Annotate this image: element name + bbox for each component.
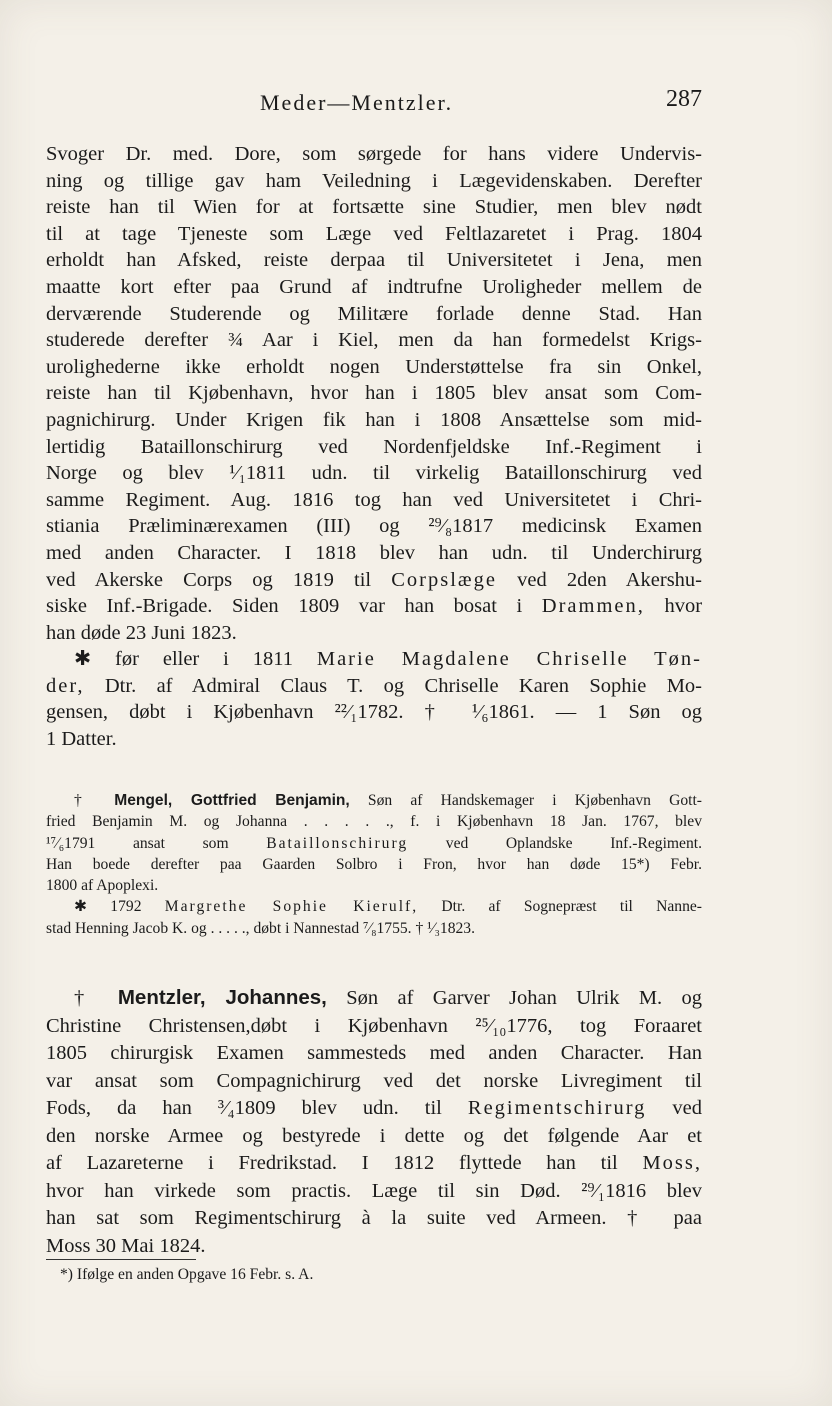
entry-heading-line: † Mentzler, Johannes, Søn af Garver Johan Ulrik M. og bbox=[74, 986, 703, 1009]
spaced-term: Regimentschirurg bbox=[467, 1097, 647, 1119]
entry-mentzler bbox=[46, 984, 702, 1260]
text-line: siske Inf.-Brigade. Siden 1809 var han bosat i Drammen, hvor bbox=[46, 595, 703, 618]
text-line: reiste han til Kjøbenhavn, hvor han i 1805 blev ansat som Com- bbox=[46, 382, 702, 405]
text-line: erholdt han Afsked, reiste derpaa til Universitetet i Jena, men bbox=[46, 249, 702, 272]
spaced-place: Drammen, bbox=[541, 595, 645, 618]
text-line: af Lazareterne i Fredrikstad. I 1812 flyttede han til Moss, bbox=[46, 1152, 702, 1174]
text-line: Fods, da han ³⁄₄1809 blev udn. til Regimentschirurg ved bbox=[46, 1097, 703, 1119]
text-line: lertidig Bataillonschirurg ved Nordenfjeldske Inf.-Regiment i bbox=[46, 435, 702, 458]
text-line: urolighederne ikke erholdt nogen Understøttelse fra sin Onkel, bbox=[46, 355, 702, 378]
text-line: stad Henning Jacob K. og . . . . ., døbt i Nannestad ⁷⁄₈1755. † ¹⁄₃1823. bbox=[46, 919, 475, 937]
text-line: hvor han virkede som practis. Læge til sin Død. ²⁹⁄₁1816 blev bbox=[46, 1179, 702, 1202]
entry-meder-continued bbox=[46, 141, 702, 753]
spaced-term: Corpslæge bbox=[391, 568, 497, 591]
text-line: pagnichirurg. Under Krigen fik han i 1808 Ansættelse som mid- bbox=[46, 408, 702, 431]
text-line: ning og tillige gav ham Veiledning i Lægevidenskaben. Derefter bbox=[46, 169, 702, 192]
text-line: til at tage Tjeneste som Læge ved Feltlazaretet i Prag. 1804 bbox=[46, 222, 702, 245]
text-line: med anden Character. I 1818 blev han udn. til Underchirurg bbox=[46, 541, 702, 564]
text-line: studerede derefter ¾ Aar i Kiel, men da han formedelst Krigs- bbox=[46, 329, 702, 352]
text-line: maatte kort efter paa Grund af indtrufne Uroligheder mellem de bbox=[46, 275, 702, 298]
text-line: 1805 chirurgisk Examen sammesteds med anden Character. Han bbox=[46, 1042, 702, 1064]
text-line: ved Akerske Corps og 1819 til Corpslæge ved 2den Akershu- bbox=[46, 568, 703, 591]
text-line: der, Dtr. af Admiral Claus T. og Chriselle Karen Sophie Mo- bbox=[46, 674, 703, 697]
text-line: stiania Præliminærexamen (III) og ²⁹⁄₈1817 medicinsk Examen bbox=[46, 515, 702, 538]
text-line: han døde 23 Juni 1823. bbox=[46, 621, 237, 644]
entry-heading-line: † Mengel, Gottfried Benjamin, Søn af Handskemager i Kjøbenhavn Gott- bbox=[74, 792, 703, 809]
text-line: Christine Christensen,døbt i Kjøbenhavn ²⁵⁄₁₀1776, tog Foraaret bbox=[46, 1014, 702, 1037]
text-line: 1 Datter. bbox=[46, 728, 117, 751]
text-line: samme Regiment. Aug. 1816 tog han ved Universitetet i Chri- bbox=[46, 488, 702, 511]
text-line: Svoger Dr. med. Dore, som sørgede for hans videre Undervis- bbox=[46, 143, 702, 165]
marriage-line: ✱ før eller i 1811 Marie Magdalene Chriselle Tøn- bbox=[74, 648, 703, 671]
entry-mengel bbox=[46, 790, 702, 939]
text-line: derværende Studerende og Militære forlade denne Stad. Han bbox=[46, 302, 702, 325]
page-header bbox=[46, 86, 702, 122]
text-line: 1800 af Apoplexi. bbox=[46, 877, 159, 895]
footnote: *) Ifølge en anden Opgave 16 Febr. s. A. bbox=[60, 1266, 314, 1283]
entry-name: Mentzler, Johannes, bbox=[117, 986, 327, 1009]
spouse-name: Margrethe Sophie Kierulf, bbox=[164, 898, 419, 916]
text-line: var ansat som Compagnichirurg ved det norske Livregiment til bbox=[46, 1069, 702, 1092]
text-line: reiste han til Wien for at fortsætte sine Studier, men blev nødt bbox=[46, 196, 702, 219]
footnote-divider bbox=[46, 1259, 196, 1260]
text-line: gensen, døbt i Kjøbenhavn ²²⁄₁1782. † ¹⁄₆1861. — 1 Søn og bbox=[46, 701, 702, 724]
text-line: Norge og blev ¹⁄₁1811 udn. til virkelig Bataillonschirurg ved bbox=[46, 462, 702, 485]
text-line: Han boede derefter paa Gaarden Solbro i Fron, hvor han døde 15*) Febr. bbox=[46, 855, 702, 873]
dagger-mark: † bbox=[74, 987, 99, 1009]
text-line: fried Benjamin M. og Johanna . . . . ., f. i Kjøbenhavn 18 Jan. 1767, blev bbox=[46, 813, 702, 831]
page-number: 287 bbox=[666, 86, 702, 112]
text-line: Moss 30 Mai 1824. bbox=[46, 1234, 206, 1257]
spaced-term: Bataillonschirurg bbox=[266, 834, 409, 852]
spaced-place: Moss, bbox=[642, 1152, 702, 1174]
marriage-line: ✱ 1792 Margrethe Sophie Kierulf, Dtr. af Sognepræst til Nanne- bbox=[74, 898, 702, 916]
spouse-name: Marie Magdalene Chriselle Tøn- bbox=[316, 648, 703, 671]
dagger-mark: † bbox=[74, 792, 97, 809]
entry-name: Mengel, Gottfried Benjamin, bbox=[114, 792, 350, 809]
text-line: den norske Armee og bestyrede i dette og det følgende Aar et bbox=[46, 1124, 702, 1147]
running-head: Meder—Mentzler. bbox=[260, 90, 454, 115]
text-line: ¹⁷⁄₆1791 ansat som Bataillonschirurg ved Oplandske Inf.-Regiment. bbox=[46, 834, 702, 852]
text-line: han sat som Regimentschirurg à la suite ved Armeen. † paa bbox=[46, 1207, 702, 1229]
